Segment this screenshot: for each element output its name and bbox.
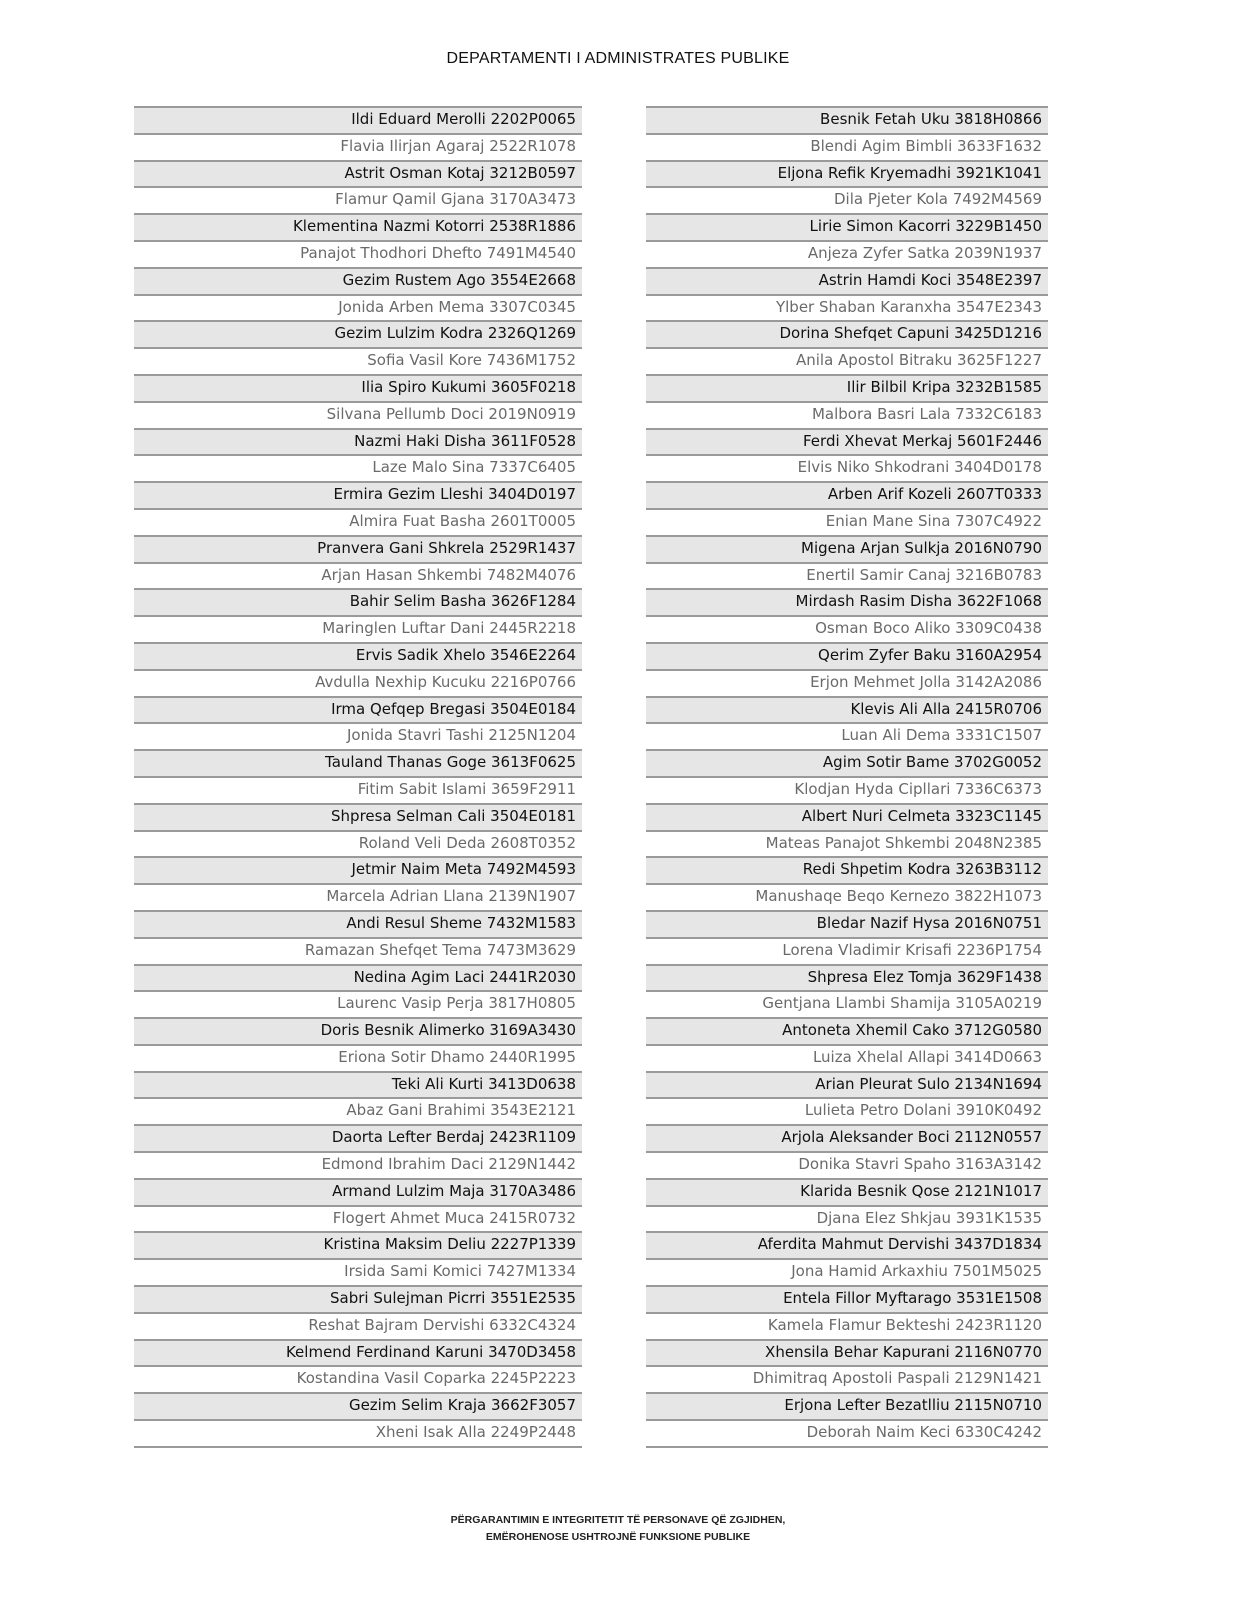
name-row: Kostandina Vasil Coparka 2245P2223 (134, 1365, 582, 1392)
name-row: Eriona Sotir Dhamo 2440R1995 (134, 1044, 582, 1071)
name-row: Arben Arif Kozeli 2607T0333 (646, 481, 1048, 508)
name-row: Erjon Mehmet Jolla 3142A2086 (646, 669, 1048, 696)
name-row: Ervis Sadik Xhelo 3546E2264 (134, 642, 582, 669)
name-row: Nedina Agim Laci 2441R2030 (134, 964, 582, 991)
name-row: Panajot Thodhori Dhefto 7491M4540 (134, 240, 582, 267)
name-row: Nazmi Haki Disha 3611F0528 (134, 428, 582, 455)
name-row: Gezim Rustem Ago 3554E2668 (134, 267, 582, 294)
name-row: Jona Hamid Arkaxhiu 7501M5025 (646, 1258, 1048, 1285)
name-row: Fitim Sabit Islami 3659F2911 (134, 776, 582, 803)
name-row: Bledar Nazif Hysa 2016N0751 (646, 910, 1048, 937)
name-row: Roland Veli Deda 2608T0352 (134, 830, 582, 857)
name-row: Laurenc Vasip Perja 3817H0805 (134, 990, 582, 1017)
name-row: Dhimitraq Apostoli Paspali 2129N1421 (646, 1365, 1048, 1392)
name-row: Erjona Lefter Bezatlliu 2115N0710 (646, 1392, 1048, 1419)
name-row: Marcela Adrian Llana 2139N1907 (134, 883, 582, 910)
name-row: Ermira Gezim Lleshi 3404D0197 (134, 481, 582, 508)
name-row: Flamur Qamil Gjana 3170A3473 (134, 186, 582, 213)
name-row: Arjan Hasan Shkembi 7482M4076 (134, 562, 582, 589)
name-row: Kamela Flamur Bekteshi 2423R1120 (646, 1312, 1048, 1339)
name-row: Lulieta Petro Dolani 3910K0492 (646, 1097, 1048, 1124)
name-row: Migena Arjan Sulkja 2016N0790 (646, 535, 1048, 562)
name-row: Flogert Ahmet Muca 2415R0732 (134, 1205, 582, 1232)
name-row: Luiza Xhelal Allapi 3414D0663 (646, 1044, 1048, 1071)
name-row: Antoneta Xhemil Cako 3712G0580 (646, 1017, 1048, 1044)
right-name-column (646, 106, 1048, 1448)
name-row: Irsida Sami Komici 7427M1334 (134, 1258, 582, 1285)
name-row: Mateas Panajot Shkembi 2048N2385 (646, 830, 1048, 857)
name-row: Aferdita Mahmut Dervishi 3437D1834 (646, 1231, 1048, 1258)
name-row: Silvana Pellumb Doci 2019N0919 (134, 401, 582, 428)
name-row: Ylber Shaban Karanxha 3547E2343 (646, 294, 1048, 321)
name-row: Pranvera Gani Shkrela 2529R1437 (134, 535, 582, 562)
left-name-column (134, 106, 582, 1448)
name-row: Klarida Besnik Qose 2121N1017 (646, 1178, 1048, 1205)
name-row: Klementina Nazmi Kotorri 2538R1886 (134, 213, 582, 240)
name-row: Lorena Vladimir Krisafi 2236P1754 (646, 937, 1048, 964)
footer-line-1: PËRGARANTIMIN E INTEGRITETIT TË PERSONAVE QË ZGJIDHEN, (450, 1514, 786, 1526)
name-row: Jonida Stavri Tashi 2125N1204 (134, 722, 582, 749)
name-row: Jonida Arben Mema 3307C0345 (134, 294, 582, 321)
name-row: Entela Fillor Myftarago 3531E1508 (646, 1285, 1048, 1312)
name-row: Astrit Osman Kotaj 3212B0597 (134, 160, 582, 187)
name-row: Eljona Refik Kryemadhi 3921K1041 (646, 160, 1048, 187)
name-row: Doris Besnik Alimerko 3169A3430 (134, 1017, 582, 1044)
footer-line-2: EMËROHENOSE USHTROJNË FUNKSIONE PUBLIKE (485, 1531, 751, 1543)
name-row: Xheni Isak Alla 2249P2448 (134, 1419, 582, 1446)
name-row: Arian Pleurat Sulo 2134N1694 (646, 1071, 1048, 1098)
name-row: Maringlen Luftar Dani 2445R2218 (134, 615, 582, 642)
name-row: Blendi Agim Bimbli 3633F1632 (646, 133, 1048, 160)
page-title: DEPARTAMENTI I ADMINISTRATES PUBLIKE (446, 50, 790, 67)
name-row: Tauland Thanas Goge 3613F0625 (134, 749, 582, 776)
name-row: Reshat Bajram Dervishi 6332C4324 (134, 1312, 582, 1339)
name-row: Gezim Lulzim Kodra 2326Q1269 (134, 320, 582, 347)
column-bottom-rule (134, 1446, 582, 1448)
name-row: Luan Ali Dema 3331C1507 (646, 722, 1048, 749)
name-row: Sofia Vasil Kore 7436M1752 (134, 347, 582, 374)
name-row: Malbora Basri Lala 7332C6183 (646, 401, 1048, 428)
name-row: Dila Pjeter Kola 7492M4569 (646, 186, 1048, 213)
name-row: Klodjan Hyda Cipllari 7336C6373 (646, 776, 1048, 803)
name-row: Jetmir Naim Meta 7492M4593 (134, 856, 582, 883)
name-row: Klevis Ali Alla 2415R0706 (646, 696, 1048, 723)
name-row: Astrin Hamdi Koci 3548E2397 (646, 267, 1048, 294)
name-row: Flavia Ilirjan Agaraj 2522R1078 (134, 133, 582, 160)
name-row: Gezim Selim Kraja 3662F3057 (134, 1392, 582, 1419)
name-row: Daorta Lefter Berdaj 2423R1109 (134, 1124, 582, 1151)
name-row: Andi Resul Sheme 7432M1583 (134, 910, 582, 937)
name-row: Ramazan Shefqet Tema 7473M3629 (134, 937, 582, 964)
name-row: Albert Nuri Celmeta 3323C1145 (646, 803, 1048, 830)
name-row: Ilir Bilbil Kripa 3232B1585 (646, 374, 1048, 401)
name-row: Anila Apostol Bitraku 3625F1227 (646, 347, 1048, 374)
name-row: Abaz Gani Brahimi 3543E2121 (134, 1097, 582, 1124)
column-bottom-rule (646, 1446, 1048, 1448)
name-row: Manushaqe Beqo Kernezo 3822H1073 (646, 883, 1048, 910)
name-row: Dorina Shefqet Capuni 3425D1216 (646, 320, 1048, 347)
name-row: Lirie Simon Kacorri 3229B1450 (646, 213, 1048, 240)
name-row: Qerim Zyfer Baku 3160A2954 (646, 642, 1048, 669)
name-row: Irma Qefqep Bregasi 3504E0184 (134, 696, 582, 723)
name-row: Donika Stavri Spaho 3163A3142 (646, 1151, 1048, 1178)
name-row: Enertil Samir Canaj 3216B0783 (646, 562, 1048, 589)
name-row: Agim Sotir Bame 3702G0052 (646, 749, 1048, 776)
name-row: Bahir Selim Basha 3626F1284 (134, 588, 582, 615)
name-row: Deborah Naim Keci 6330C4242 (646, 1419, 1048, 1446)
name-row: Kristina Maksim Deliu 2227P1339 (134, 1231, 582, 1258)
name-row: Redi Shpetim Kodra 3263B3112 (646, 856, 1048, 883)
name-row: Ildi Eduard Merolli 2202P0065 (134, 106, 582, 133)
name-row: Osman Boco Aliko 3309C0438 (646, 615, 1048, 642)
page-footer (0, 1512, 1236, 1546)
name-row: Sabri Sulejman Picrri 3551E2535 (134, 1285, 582, 1312)
name-row: Kelmend Ferdinand Karuni 3470D3458 (134, 1339, 582, 1366)
name-row: Enian Mane Sina 7307C4922 (646, 508, 1048, 535)
name-row: Edmond Ibrahim Daci 2129N1442 (134, 1151, 582, 1178)
name-row: Mirdash Rasim Disha 3622F1068 (646, 588, 1048, 615)
name-row: Shpresa Selman Cali 3504E0181 (134, 803, 582, 830)
name-row: Gentjana Llambi Shamija 3105A0219 (646, 990, 1048, 1017)
name-row: Armand Lulzim Maja 3170A3486 (134, 1178, 582, 1205)
name-row: Teki Ali Kurti 3413D0638 (134, 1071, 582, 1098)
name-row: Avdulla Nexhip Kucuku 2216P0766 (134, 669, 582, 696)
name-row: Almira Fuat Basha 2601T0005 (134, 508, 582, 535)
name-row: Arjola Aleksander Boci 2112N0557 (646, 1124, 1048, 1151)
name-row: Ilia Spiro Kukumi 3605F0218 (134, 374, 582, 401)
name-row: Elvis Niko Shkodrani 3404D0178 (646, 454, 1048, 481)
name-row: Shpresa Elez Tomja 3629F1438 (646, 964, 1048, 991)
name-row: Anjeza Zyfer Satka 2039N1937 (646, 240, 1048, 267)
name-row: Xhensila Behar Kapurani 2116N0770 (646, 1339, 1048, 1366)
name-row: Ferdi Xhevat Merkaj 5601F2446 (646, 428, 1048, 455)
name-row: Laze Malo Sina 7337C6405 (134, 454, 582, 481)
name-row: Djana Elez Shkjau 3931K1535 (646, 1205, 1048, 1232)
name-row: Besnik Fetah Uku 3818H0866 (646, 106, 1048, 133)
